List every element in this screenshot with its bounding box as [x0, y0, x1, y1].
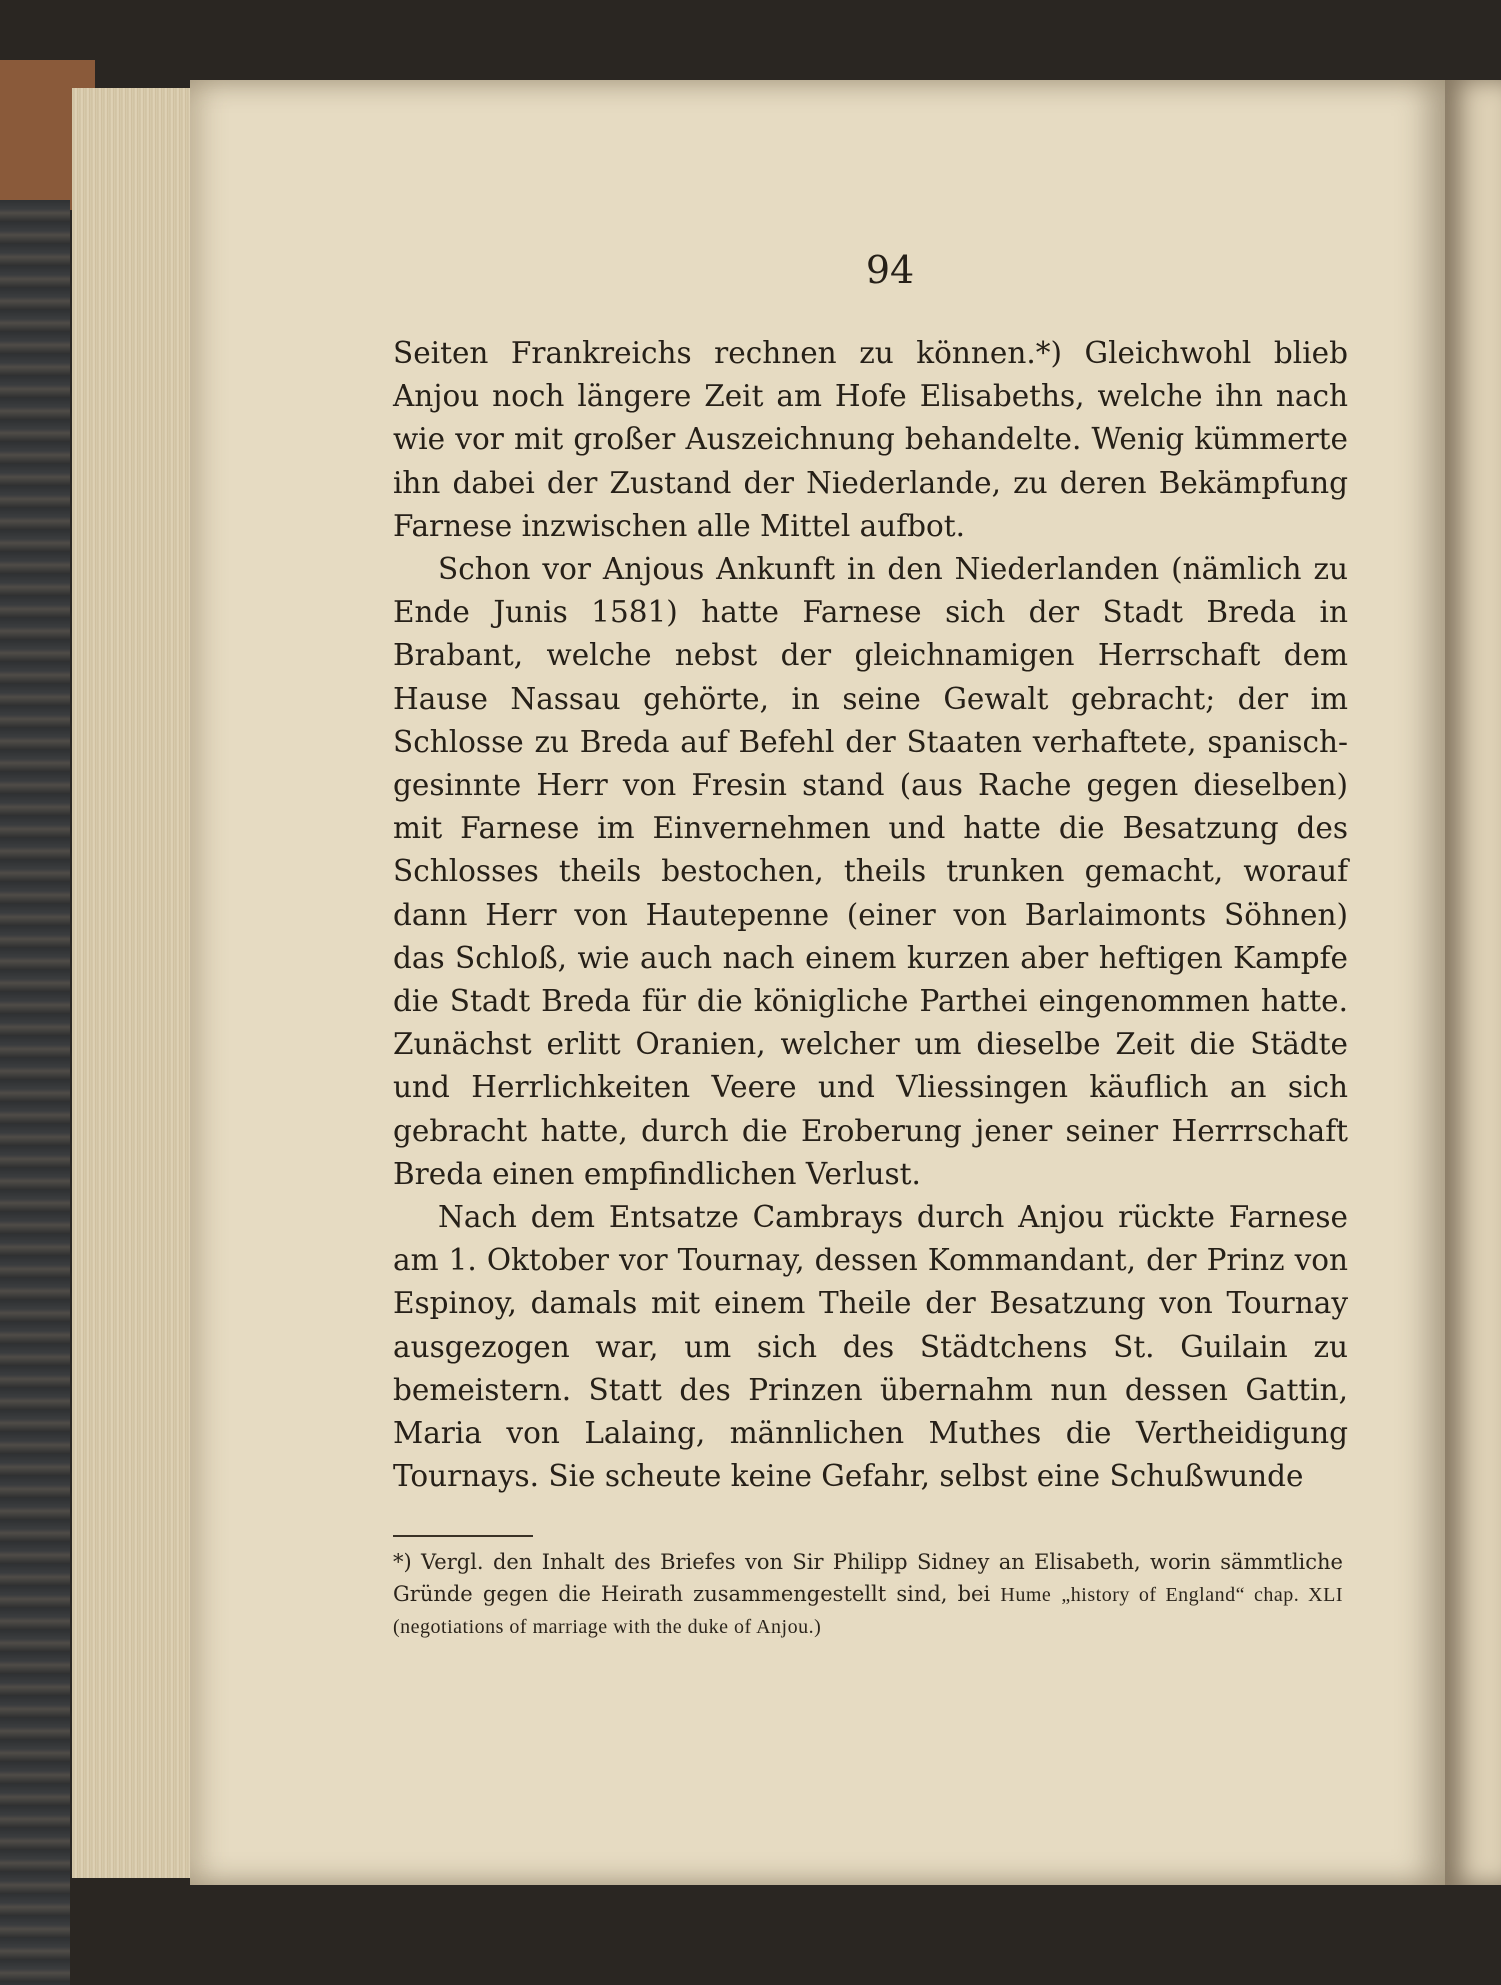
page-number: 94 — [865, 248, 915, 292]
footnote-citation: „history of England“ chap. XLI (negotiations of marriage with the duke of Anjou.) — [393, 1583, 1343, 1638]
page-edges — [72, 88, 197, 1878]
body-text — [393, 332, 1348, 1498]
footnote-german: *) Vergl. den Inhalt des Briefes von Sir Philipp Sidney an Elisabeth, worin sämmtliche Gründe gegen die Heirath zusammengestellt sind, bei — [393, 1550, 1343, 1606]
footnote-divider — [393, 1535, 533, 1537]
paragraph-3: Nach dem Entsatze Cambrays durch Anjou rückte Farnese am 1. Oktober vor Tournay, dessen Kommandant, der Prinz von Espinoy, damals mit einem Theile der Besatzung von Tournay ausgezogen war, um sich des Städtchens St. Guilain zu bemeistern. Statt des Prinzen übernahm nun dessen Gattin, Maria von Lalaing, männlichen Muthes die Vertheidigung Tournays. Sie scheute keine Gefahr, selbst eine Schußwunde — [393, 1200, 1348, 1494]
paragraph-1: Seiten Frankreichs rechnen zu können.*) Gleichwohl blieb Anjou noch längere Zeit am Hofe Elisabeths, welche ihn nach wie vor mit großer Auszeichnung behandelte. Wenig kümmerte ihn dabei der Zustand der Niederlande, zu deren Bekämpfung Farnese inzwischen alle Mittel aufbot. — [393, 336, 1348, 543]
footnote-author: Hume — [1000, 1583, 1052, 1606]
footnote — [393, 1547, 1343, 1644]
book-cover-edge — [0, 200, 70, 1985]
facing-page-edge — [1445, 80, 1501, 1885]
paragraph-2: Schon vor Anjous Ankunft in den Niederlanden (nämlich zu Ende Junis 1581) hatte Farnese sich der Stadt Breda in Brabant, welche nebst der gleichnamigen Herrschaft dem Hause Nassau gehörte, in seine Gewalt gebracht; der im Schlosse zu Breda auf Befehl der Staaten verhaftete, spanisch-gesinnte Herr von Fresin stand (aus Rache gegen dieselben) mit Farnese im Einvernehmen und hatte die Besatzung des Schlosses theils bestochen, theils trunken gemacht, worauf dann Herr von Hautepenne (einer von Barlaimonts Söhnen) das Schloß, wie auch nach einem kurzen aber heftigen Kampfe die Stadt Breda für die königliche Parthei eingenommen hatte. Zunächst erlitt Oranien, welcher um dieselbe Zeit die Städte und Herrlichkeiten Veere und Vliessingen käuflich an sich gebracht hatte, durch die Eroberung jener seiner Herrrschaft Breda einen empfindlichen Verlust. — [393, 552, 1348, 1191]
